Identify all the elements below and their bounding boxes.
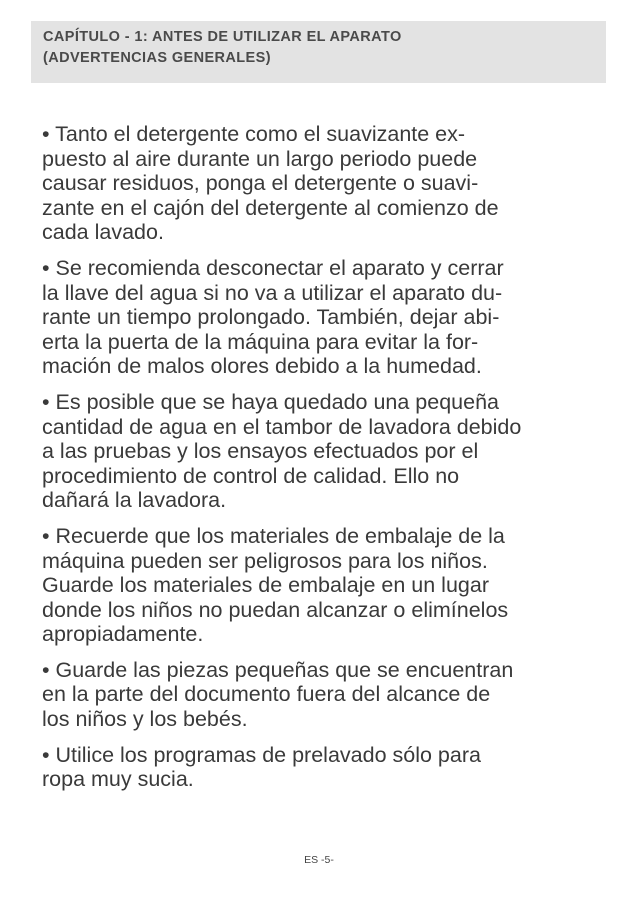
text-line: procedimiento de control de calidad. Ello no xyxy=(42,463,460,488)
text-line: puesto al aire durante un largo periodo puede xyxy=(42,146,478,171)
chapter-title-line-1: CAPÍTULO - 1: ANTES DE UTILIZAR EL APARATO xyxy=(43,29,402,45)
text-line: donde los niños no puedan alcanzar o elimínelos xyxy=(42,597,509,622)
text-line: • Tanto el detergente como el suavizante ex- xyxy=(42,122,466,146)
warning-paragraph xyxy=(42,122,602,245)
text-line: zante en el cajón del detergente al comienzo de xyxy=(42,195,499,220)
text-line: erta la puerta de la máquina para evitar la for- xyxy=(42,329,479,354)
warning-paragraph xyxy=(42,524,602,647)
text-line: • Recuerde que los materiales de embalaje de la xyxy=(42,523,505,548)
text-line: cada lavado. xyxy=(42,220,164,245)
text-line: • Utilice los programas de prelavado sólo para xyxy=(42,742,481,767)
text-line: • Guarde las piezas pequeñas que se encuentran xyxy=(42,657,514,682)
warnings-list xyxy=(42,122,602,803)
text-line: a las pruebas y los ensayos efectuados por el xyxy=(42,439,479,464)
text-line: causar residuos, ponga el detergente o suavi- xyxy=(42,171,479,196)
text-line: rante un tiempo prolongado. También, dejar abi- xyxy=(42,305,500,330)
text-line: los niños y los bebés. xyxy=(42,707,248,732)
text-line: mación de malos olores debido a la humedad. xyxy=(42,354,482,379)
text-line: cantidad de agua en el tambor de lavadora debido xyxy=(42,414,522,439)
text-line: Guarde los materiales de embalaje en un lugar xyxy=(42,573,489,598)
chapter-header xyxy=(31,21,606,83)
warning-paragraph xyxy=(42,390,602,513)
warning-paragraph xyxy=(42,743,602,792)
chapter-title-line-2: (ADVERTENCIAS GENERALES) xyxy=(43,50,271,66)
text-line: en la parte del documento fuera del alcance de xyxy=(42,682,491,707)
text-line: dañará la lavadora. xyxy=(42,488,227,513)
text-line: la llave del agua si no va a utilizar el aparato du- xyxy=(42,280,503,305)
warning-paragraph xyxy=(42,658,602,732)
page-number: ES -5- xyxy=(304,854,334,866)
warning-paragraph xyxy=(42,256,602,379)
text-line: ropa muy sucia. xyxy=(42,767,194,792)
text-line: apropiadamente. xyxy=(42,622,204,647)
text-line: • Es posible que se haya quedado una pequeña xyxy=(42,389,500,414)
text-line: • Se recomienda desconectar el aparato y cerrar xyxy=(42,255,504,280)
text-line: máquina pueden ser peligrosos para los niños. xyxy=(42,548,488,573)
